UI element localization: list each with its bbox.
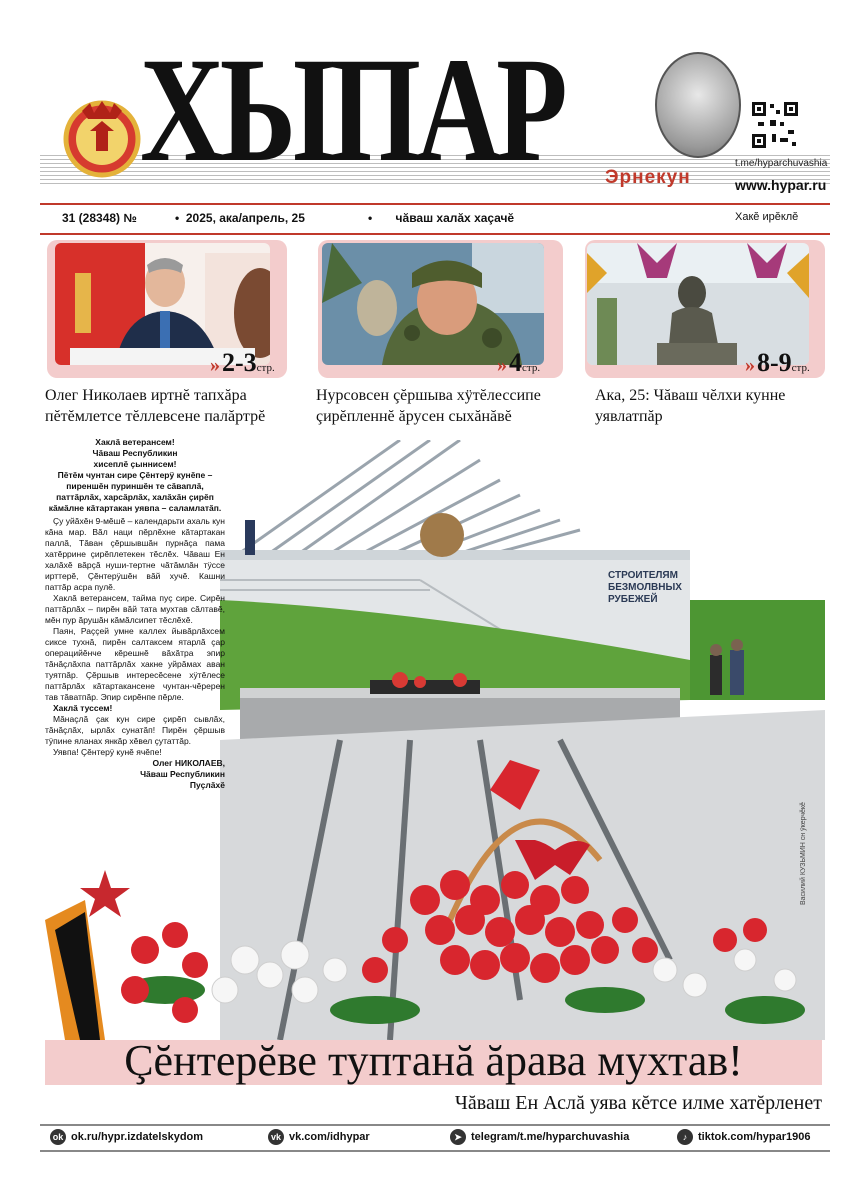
appeal-signature-2: Чăваш Республикин [140,769,225,779]
weekday-label: Эрнекун [605,167,691,188]
teaser-2-photo[interactable] [322,243,544,365]
teaser-3-pages[interactable] [745,348,810,378]
teaser-2-page-number: 4 [509,348,522,377]
chuvashia-emblem-icon [60,95,144,179]
appeal-greeting-1: Хаклă ветерансем! [95,437,175,447]
appeal-greeting-3: хисеплĕ çыннисем! [93,459,177,469]
footer-telegram-text: telegram/t.me/hyparchuvashia [471,1131,630,1143]
teaser-2-caption-line2: çирĕпленнĕ ăрусен сыхăнăвĕ [316,408,512,425]
teaser-3-caption[interactable] [595,385,825,427]
appeal-paragraph-5: Уявпа! Çĕнтерÿ кунĕ ячĕпе! [53,747,162,757]
issue-date-text: 2025, ака/апрель, 25 [185,211,305,225]
telegram-icon: ➤ [450,1129,466,1145]
qr-code-icon[interactable] [750,100,800,150]
teaser-3-caption-line1: Ака, 25: Чăваш чĕлхи кунне [595,387,786,404]
website-link[interactable]: www.hypar.ru [735,177,827,193]
issue-slogan-text: чăваш халăх хаçачĕ [395,211,515,225]
chevron-right-icon: » [497,354,507,376]
issue-date: • 2025, ака/апрель, 25 [175,211,305,225]
chevron-right-icon: » [745,354,755,376]
appeal-column [45,437,225,791]
footer-vk-link[interactable] [268,1129,370,1145]
footer-tiktok-text: tiktok.com/hypar1906 [698,1131,811,1143]
footer-ok-text: ok.ru/hypr.izdatelskydom [71,1131,204,1143]
teaser-3-page-number: 8-9 [757,348,792,377]
appeal-paragraph-3: Паян, Раççей умне каллех йывăрлăхсем сиксе тухнă, пирĕн салтаксем ятарлă çар операцийĕнче кĕрешнĕ вăхăтра эпир тăнăçлăхпа паттăрлăх хакне уйрăмах аван туятпăр. Çĕршыв интересĕсене хÿтĕлесе паттăрлăх кăтартакансене чунтан-чĕререн тав тăватпăр. Эпир сирĕнпе пĕрле. [45,626,225,702]
appeal-greeting-4: Пĕтĕм чунтан сире Çĕнтерÿ кунĕпе – пиреншĕн пуриншĕн те сăваплă, паттăрлăх, харсăрлăх, халăхăн çирĕп кăмăлне кăтартакан уявпа – саламлатăп. [48,470,222,513]
newspaper-title: ХЫПАР [140,27,563,193]
odnoklassniki-icon: ok [50,1129,66,1145]
issue-number: 31 (28348) № [62,211,137,225]
teaser-1-pages[interactable] [210,348,275,378]
appeal-greeting-2: Чăваш Республикин [92,448,178,458]
vk-icon: vk [268,1129,284,1145]
issue-slogan: • чăваш халăх хаçачĕ [368,211,515,225]
issue-price: Хакĕ ирĕклĕ [735,211,799,223]
monument-inscription: СТРОИТЕЛЯМ БЕЗМОЛВНЫХ РУБЕЖЕЙ [608,570,682,605]
founder-portrait [655,52,741,158]
footer-telegram-link[interactable] [450,1129,629,1145]
appeal-signature-1: Олег НИКОЛАЕВ, [152,758,225,768]
tiktok-icon: ♪ [677,1129,693,1145]
footer-vk-text: vk.com/idhypar [289,1131,370,1143]
telegram-short-link[interactable]: t.me/hyparchuvashia [735,158,828,169]
chevron-right-icon: » [210,354,220,376]
teaser-3-page-unit: стр. [791,362,810,374]
teaser-2-page-unit: стр. [522,362,541,374]
teaser-1-page-unit: стр. [256,362,275,374]
photo-credit: Василий КУЗЬМИН сн ÿкерчĕкĕ [800,802,807,905]
teaser-2-caption[interactable] [316,385,576,427]
appeal-signature-3: Пуçлăхĕ [189,780,225,790]
teaser-1-caption-line1: Олег Николаев иртнĕ тапхăра [45,387,247,404]
teaser-1-photo[interactable] [55,243,270,365]
appeal-paragraph-4: Мăнаçлă çак кун сире çирĕп сывлăх, тăнăçлăх, ырлăх сунатăп! Пирĕн çĕршыв тÿпине яланах янкăр хĕвел çутаттăр. [45,714,225,746]
appeal-paragraph-1: Çу уйăхĕн 9-мĕшĕ – календарьти ахаль кун кăна мар. Вăл наци пĕрлĕхне кăтартакан паллă, Тăван çĕршывшăн пурнăçа пама хатĕррине çирĕплетекен тĕслĕх. Чăваш Ен халăхĕ вăрçă нуши-тертне чăтăмлăн тÿссе ирттерĕ, Çĕнтерÿшĕн вăй хучĕ. Кашни паттăр асра пулĕ. [45,516,225,592]
main-headline[interactable]: Çĕнтерĕве туптанă ăрава мухтав! [124,1036,743,1085]
footer-tiktok-link[interactable] [677,1129,811,1145]
sub-headline: Чăваш Ен Аслă уява кĕтсе илме хатĕрленет [454,1092,822,1114]
teaser-2-caption-line1: Нурсовсен çĕршыва хÿтĕлессипе [316,387,541,404]
appeal-friends-heading: Хаклă туссем! [53,703,113,713]
footer-ok-link[interactable] [50,1129,203,1145]
flowers-foreground [45,840,825,1040]
teaser-1-caption[interactable] [45,385,305,427]
appeal-paragraph-2: Хаклă ветерансем, тайма пуç сире. Сирĕн паттăрлăх – пирĕн вăй тата мухтав сăлтавĕ, мĕн пур ăрушăн кăмăлсипет тĕслĕхĕ. [45,593,225,625]
teaser-3-photo[interactable] [587,243,809,365]
teaser-1-caption-line2: пĕтĕмлетсе тĕллевсене палăртрĕ [45,408,266,425]
teaser-2-pages[interactable] [497,348,540,378]
teaser-1-page-number: 2-3 [222,348,257,377]
teaser-3-caption-line2: уявлатпăр [595,408,663,425]
